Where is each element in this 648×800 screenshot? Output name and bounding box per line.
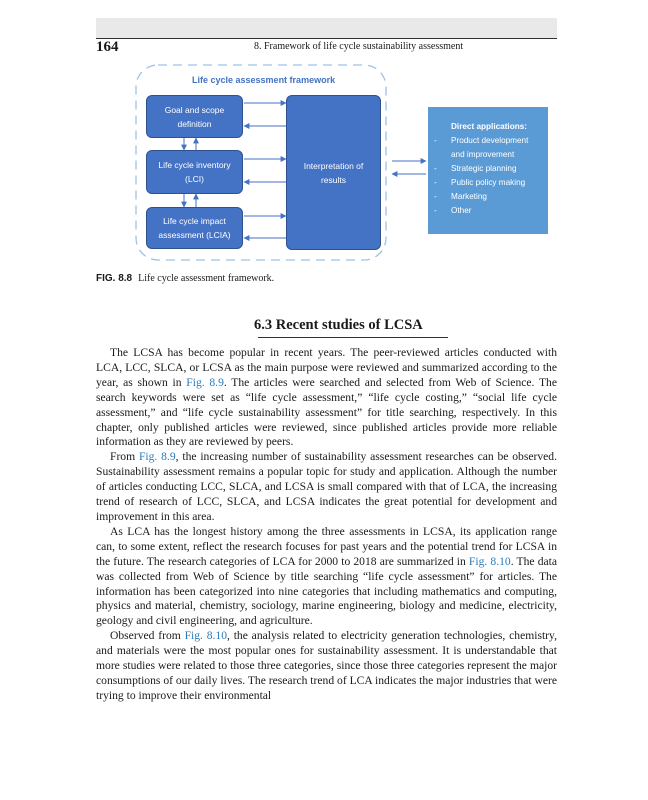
running-head: 8. Framework of life cycle sustainability assessment bbox=[254, 41, 464, 52]
interpretation-line2: results bbox=[320, 174, 347, 185]
page-number: 164 bbox=[96, 39, 119, 55]
paragraph-text: Observed from bbox=[110, 629, 185, 643]
inventory-line2: (LCI) bbox=[185, 174, 204, 184]
direct-applications-list bbox=[434, 134, 544, 218]
impact-line2: assessment (LCIA) bbox=[158, 230, 231, 240]
figure-caption-text: Life cycle assessment framework. bbox=[138, 273, 275, 284]
paragraph-text: From bbox=[110, 450, 139, 464]
body-paragraph bbox=[96, 525, 557, 629]
application-item: - Other bbox=[434, 204, 544, 218]
paragraph-text: The LCSA has become popular in recent years. The peer-reviewed articles conducted with LCA, LCC, SLCA, or LCSA as the main purpose were reviewed and summarized according to the year, as shown in bbox=[96, 346, 557, 389]
paragraph-text: , the analysis related to electricity generation technologies, chemistry, and materials were the most popular ones for sustainability assessment. It is understandable that more studies were related to those three categories, since those three categories represent the major consumptions of our daily lives. The research trend of LCA indicates the major industries that were trying to improve their environmental bbox=[96, 629, 557, 702]
body-paragraph bbox=[96, 450, 557, 525]
body-text bbox=[96, 346, 557, 704]
paragraph-text: As LCA has the longest history among the three assessments in LCSA, its application range can, to some extent, reflect the research focuses for past years and the potential trend for LCSA in the future. The research categories of LCA for 2000 to 2018 are summarized in bbox=[96, 524, 557, 568]
figure-caption-label: FIG. 8.8 bbox=[96, 273, 133, 284]
paragraph-text: . The data was collected from Web of Science by title searching “life cycle assessment” for articles. The information has been categorized into nine categories that including mathematics and computing, physics and material, chemistry, sociology, marine engineering, biology and medicine, electricity, geology and civil engineering, and agriculture. bbox=[96, 554, 557, 628]
figure-reference-link[interactable]: Fig. 8.10 bbox=[468, 554, 511, 568]
header-band bbox=[96, 18, 557, 38]
lca-framework-figure bbox=[96, 55, 566, 270]
figure-caption bbox=[96, 272, 274, 286]
direct-applications-box bbox=[428, 107, 548, 234]
figure-reference-link[interactable]: Fig. 8.9 bbox=[138, 450, 176, 464]
application-item: - Public policy making bbox=[434, 176, 544, 190]
application-item: - Marketing bbox=[434, 190, 544, 204]
goal-scope-line1: Goal and scope bbox=[164, 104, 225, 115]
inventory-line1: Life cycle inventory bbox=[158, 160, 231, 170]
paragraph-text: . The articles were searched and selected from Web of Science. The search keywords were set as “life cycle assessment,” “life cycle costing,” “social life cycle assessment,” and “life cycle sustainability assessment” for title searching, respectively. In this chapter, only published articles were reviewed, since published articles provide more reliable information as they are reviewed by peers. bbox=[96, 375, 557, 449]
body-paragraph bbox=[96, 346, 557, 450]
figure-reference-link[interactable]: Fig. 8.10 bbox=[184, 629, 228, 643]
direct-applications-title: Direct applications: bbox=[451, 122, 527, 131]
application-item: - Product development and improvement bbox=[434, 134, 544, 162]
figure-reference-link[interactable]: Fig. 8.9 bbox=[186, 375, 224, 389]
section-rule bbox=[258, 337, 448, 338]
interpretation-box bbox=[286, 95, 381, 250]
section-heading: 6.3 Recent studies of LCSA bbox=[254, 317, 423, 333]
goal-scope-line2: definition bbox=[177, 118, 212, 129]
inventory-box bbox=[146, 150, 243, 194]
interpretation-line1: Interpretation of bbox=[303, 160, 364, 171]
application-item: - Strategic planning bbox=[434, 162, 544, 176]
framework-title: Life cycle assessment framework bbox=[192, 75, 336, 85]
impact-line1: Life cycle impact bbox=[163, 216, 226, 226]
body-paragraph bbox=[96, 629, 557, 704]
header-rule bbox=[96, 38, 557, 39]
paragraph-text: , the increasing number of sustainability assessment researches can be observed. Sustainability assessment remains a popular topic for study and application. Although the number of articles conducting LCC, SLCA, and LCSA is small compared with that of LCA, the increasing trend of research of LCC, SLCA, and LCSA indicates the great potential for development and improvement in this area. bbox=[96, 450, 557, 523]
goal-scope-box bbox=[146, 95, 243, 138]
impact-box bbox=[146, 207, 243, 249]
